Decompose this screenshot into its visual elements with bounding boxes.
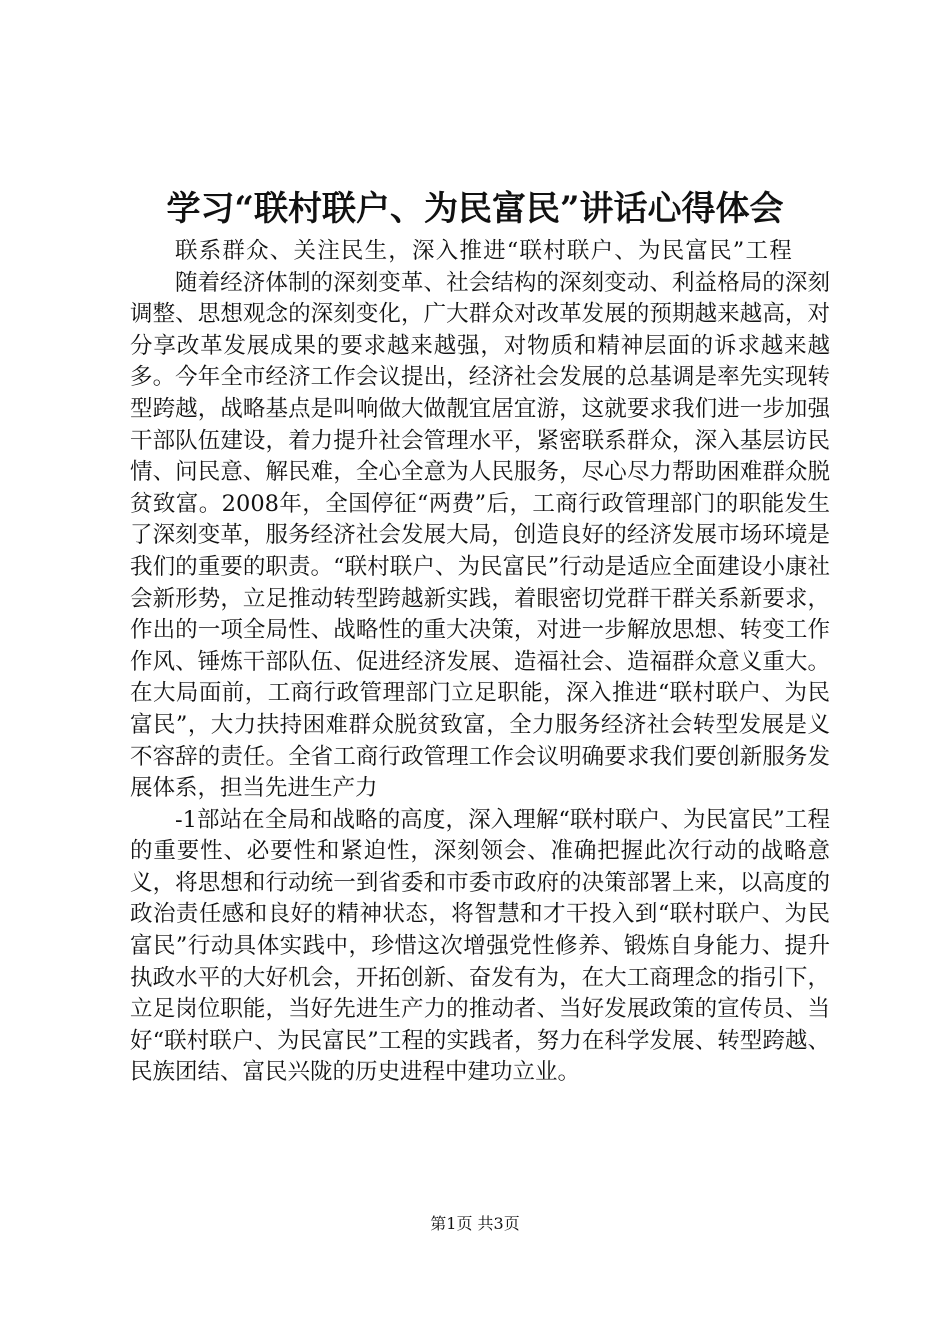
body-paragraph: 随着经济体制的深刻变革、社会结构的深刻变动、利益格局的深刻调整、思想观念的深刻变化，广大群众对改革发展的预期越来越高，对分享改革发展成果的要求越来越强，对物质和精神层面的诉求越来越多。今年全市经济工作会议提出，经济社会发展的总基调是率先实现转型跨越，战略基点是叫响做大做靓宜居宜游，这就要求我们进一步加强干部队伍建设，着力提升社会管理水平，紧密联系群众，深入基层访民情、问民意、解民难，全心全意为人民服务，尽心尽力帮助困难群众脱贫致富。2008年，全国停征“两费”后，工商行政管理部门的职能发生了深刻变革，服务经济社会发展大局，创造良好的经济发展市场环境是我们的重要的职责。“联村联户、为民富民”行动是适应全面建设小康社会新形势，立足推动转型跨越新实践，着眼密切党群干群关系新要求，作出的一项全局性、战略性的重大决策，对进一步解放思想、转变工作作风、锤炼干部队伍、促进经济发展、造福社会、造福群众意义重大。在大局面前，工商行政管理部门立足职能，深入推进“联村联户、为民富民”，大力扶持困难群众脱贫致富，全力服务经济社会转型发展是义不容辞的责任。全省工商行政管理工作会议明确要求我们要创新服务发展体系，担当先进生产力 [130, 269, 830, 802]
subtitle-paragraph: 联系群众、关注民生，深入推进“联村联户、为民富民”工程 [175, 238, 793, 264]
document-body [130, 236, 830, 1089]
body-paragraph: -1部站在全局和战略的高度，深入理解“联村联户、为民富民”工程的重要性、必要性和紧迫性，深刻领会、准确把握此次行动的战略意义，将思想和行动统一到省委和市委市政府的决策部署上来，以高度的政治责任感和良好的精神状态，将智慧和才干投入到“联村联户、为民富民”行动具体实践中，珍惜这次增强党性修养、锻炼自身能力、提升执政水平的大好机会，开拓创新、奋发有为，在大工商理念的指引下，立足岗位职能，当好先进生产力的推动者、当好发展政策的宣传员、当好“联村联户、为民富民”工程的实践者，努力在科学发展、转型跨越、民族团结、富民兴陇的历史进程中建功立业。 [130, 806, 830, 1086]
page-number-footer: 第1页 共3页 [430, 1214, 520, 1233]
document-title: 学习“联村联户、为民富民”讲话心得体会 [166, 189, 784, 229]
